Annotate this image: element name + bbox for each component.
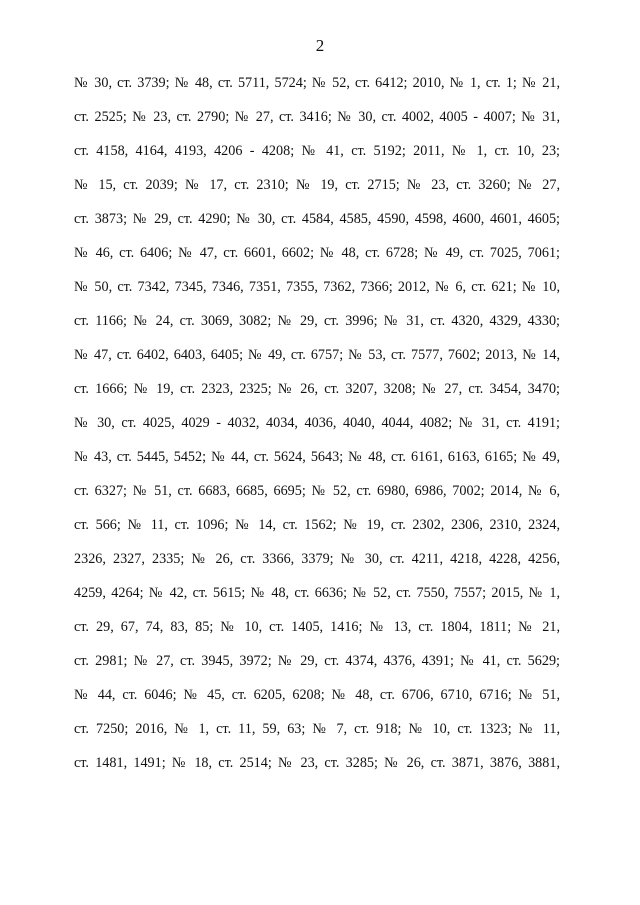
- text-line: № 30, ст. 3739; № 48, ст. 5711, 5724; № 52, ст. 6412; 2010, № 1, ст. 1; № 21,: [74, 75, 560, 91]
- text-line: № 50, ст. 7342, 7345, 7346, 7351, 7355, 7362, 7366; 2012, № 6, ст. 621; № 10,: [74, 279, 560, 295]
- text-line: 2326, 2327, 2335; № 26, ст. 3366, 3379; № 30, ст. 4211, 4218, 4228, 4256,: [74, 551, 560, 567]
- text-line: ст. 2981; № 27, ст. 3945, 3972; № 29, ст. 4374, 4376, 4391; № 41, ст. 5629;: [74, 653, 560, 669]
- text-line: ст. 1666; № 19, ст. 2323, 2325; № 26, ст. 3207, 3208; № 27, ст. 3454, 3470;: [74, 381, 560, 397]
- text-line: 4259, 4264; № 42, ст. 5615; № 48, ст. 6636; № 52, ст. 7550, 7557; 2015, № 1,: [74, 585, 560, 601]
- page-number: 2: [315, 36, 325, 55]
- text-line: ст. 6327; № 51, ст. 6683, 6685, 6695; № 52, ст. 6980, 6986, 7002; 2014, № 6,: [74, 483, 560, 499]
- text-line: ст. 1481, 1491; № 18, ст. 2514; № 23, ст. 3285; № 26, ст. 3871, 3876, 3881,: [74, 755, 560, 771]
- text-line: ст. 3873; № 29, ст. 4290; № 30, ст. 4584, 4585, 4590, 4598, 4600, 4601, 4605;: [74, 211, 560, 227]
- text-line: № 43, ст. 5445, 5452; № 44, ст. 5624, 5643; № 48, ст. 6161, 6163, 6165; № 49,: [74, 449, 560, 465]
- text-line: № 15, ст. 2039; № 17, ст. 2310; № 19, ст. 2715; № 23, ст. 3260; № 27,: [74, 177, 560, 193]
- text-line: № 46, ст. 6406; № 47, ст. 6601, 6602; № 48, ст. 6728; № 49, ст. 7025, 7061;: [74, 245, 560, 261]
- text-line: ст. 4158, 4164, 4193, 4206 - 4208; № 41, ст. 5192; 2011, № 1, ст. 10, 23;: [74, 143, 560, 159]
- text-line: ст. 1166; № 24, ст. 3069, 3082; № 29, ст. 3996; № 31, ст. 4320, 4329, 4330;: [74, 313, 560, 329]
- text-line: ст. 7250; 2016, № 1, ст. 11, 59, 63; № 7, ст. 918; № 10, ст. 1323; № 11,: [74, 721, 560, 737]
- body-text: [74, 72, 560, 786]
- text-line: ст. 29, 67, 74, 83, 85; № 10, ст. 1405, 1416; № 13, ст. 1804, 1811; № 21,: [74, 619, 560, 635]
- text-line: № 30, ст. 4025, 4029 - 4032, 4034, 4036, 4040, 4044, 4082; № 31, ст. 4191;: [74, 415, 560, 431]
- text-line: № 47, ст. 6402, 6403, 6405; № 49, ст. 6757; № 53, ст. 7577, 7602; 2013, № 14,: [74, 347, 560, 363]
- text-line: ст. 566; № 11, ст. 1096; № 14, ст. 1562; № 19, ст. 2302, 2306, 2310, 2324,: [74, 517, 560, 533]
- text-line: ст. 2525; № 23, ст. 2790; № 27, ст. 3416; № 30, ст. 4002, 4005 - 4007; № 31,: [74, 109, 560, 125]
- text-line: № 44, ст. 6046; № 45, ст. 6205, 6208; № 48, ст. 6706, 6710, 6716; № 51,: [74, 687, 560, 703]
